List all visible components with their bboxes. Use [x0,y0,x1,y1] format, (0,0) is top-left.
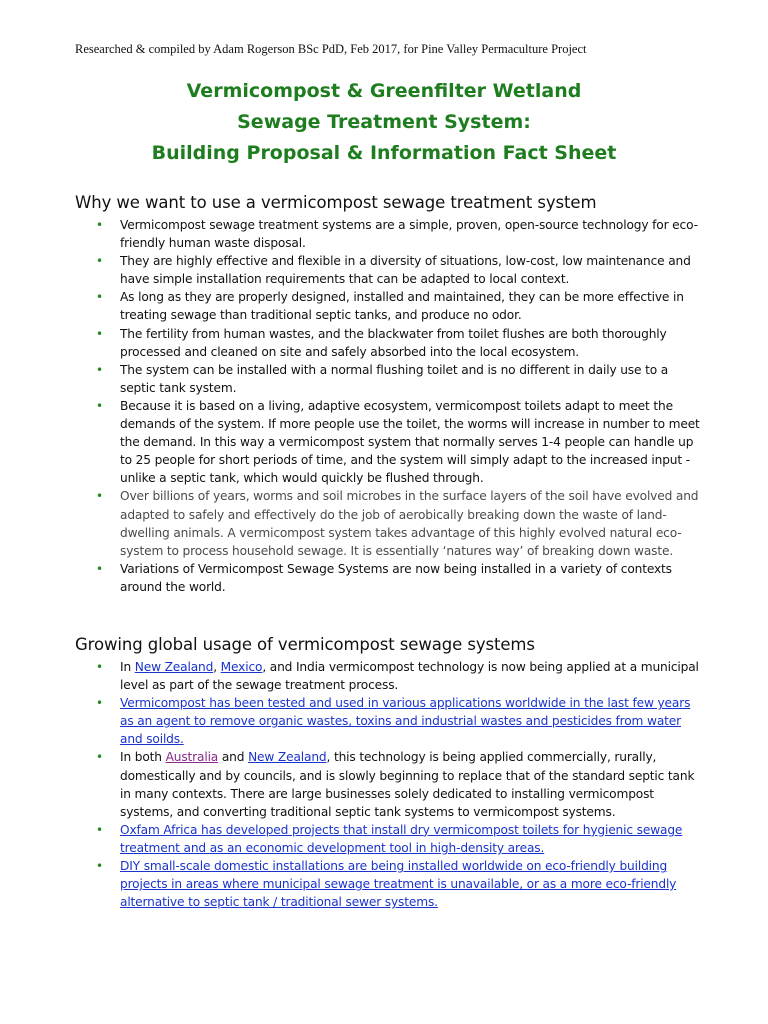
list-item [0,325,700,361]
list-item [0,821,700,857]
list-item-text-pre: In both [120,750,166,765]
bullet-icon: • [96,290,103,305]
title-line-1: Vermicompost & Greenfilter Wetland [186,80,582,102]
list-item [0,216,700,252]
link-new-zealand[interactable]: New Zealand [134,660,214,674]
list-item-text: Variations of Vermicompost Sewage Systems are now being installed in a variety of contexts around the world. [120,561,672,594]
list-item-text-post: , this technology is being applied commercially, rurally, domestically and by councils, and is slowly beginning to replace that of the standard septic tank in many contexts. There are large businesses solely dedicated to installing vermicompost systems, and converting traditional septic tank systems to vermicompost systems. [120,750,695,819]
bullet-icon: • [96,254,103,269]
list-item-text: Over billions of years, worms and soil microbes in the surface layers of the soil have evolved and adapted to safely and effectively do the job of aerobically breaking down the waste of land-dwelling animals. A vermicompost system takes advantage of this highly evolved natural eco-system to process household sewage. It is essentially ‘natures way’ of breaking down waste. [120,489,699,558]
bullet-icon: • [96,561,103,576]
list-item-text: Because it is based on a living, adaptive ecosystem, vermicompost toilets adapt to meet the demands of the system. If more people use the toilet, the worms will increase in number to meet the demand. In this way a vermicompost system that normally serves 1-4 people can handle up to 25 people for short periods of time, and the system will simply adapt to the increased input - unlike a septic tank, which would quickly be flushed through. [120,398,700,486]
link-mexico[interactable]: Mexico [220,660,263,674]
list-item [0,694,700,748]
link-australia[interactable]: Australia [165,750,219,765]
list-item-text: Vermicompost sewage treatment systems are a simple, proven, open-source technology for eco-friendly human waste disposal. [120,218,698,251]
list-item [0,361,700,397]
list-item-text: They are highly effective and flexible in a diversity of situations, low-cost, low maintenance and have simple installation requirements that can be adapted to local context. [120,254,691,287]
list-item-text: As long as they are properly designed, installed and maintained, they can be more effective in treating sewage than traditional septic tanks, and produce no odor. [120,290,684,323]
link-diy-installations[interactable]: DIY small-scale domestic installations are being installed worldwide on eco-friendly building projects in areas where municipal sewage treatment is unavailable, or as a more eco-friendly alternative to septic tank / traditional sewer systems. [120,859,677,910]
list-item-text-sep: , [213,660,221,674]
title-line-3: Building Proposal & Information Fact Sheet [151,142,617,164]
bullet-icon: • [96,362,103,377]
list-item-text: The system can be installed with a normal flushing toilet and is no different in daily use to a septic tank system. [120,362,669,395]
list-item [0,857,700,911]
title-line-2: Sewage Treatment System: [237,111,531,133]
document-title [0,76,768,169]
list-item [0,397,700,487]
link-new-zealand-2[interactable]: New Zealand [248,750,327,765]
section-heading-global-usage: Growing global usage of vermicompost sewage systems [75,635,535,654]
bullet-icon: • [96,822,103,837]
bullet-icon: • [96,398,103,413]
bullet-icon: • [96,696,103,711]
list-item [0,658,700,694]
global-usage-bullet-list [0,658,768,911]
bullet-icon: • [96,326,103,341]
bullet-icon: • [96,489,103,504]
bullet-icon: • [96,660,103,674]
list-item-text: The fertility from human wastes, and the blackwater from toilet flushes are both thoroughly processed and cleaned on site and safely absorbed into the local ecosystem. [120,326,667,359]
byline: Researched & compiled by Adam Rogerson BSc PdD, Feb 2017, for Pine Valley Permaculture Project [75,42,587,56]
list-item [0,748,700,820]
link-oxfam-africa[interactable]: Oxfam Africa has developed projects that install dry vermicompost toilets for hygienic sewage treatment and as an economic development tool in high-density areas. [120,822,683,855]
why-bullet-list [0,216,768,596]
list-item [0,288,700,324]
list-item-text-pre: In [120,660,135,674]
list-item [0,487,700,559]
bullet-icon: • [96,859,103,874]
list-item [0,560,700,596]
bullet-icon: • [96,750,103,765]
link-vermicompost-applications[interactable]: Vermicompost has been tested and used in various applications worldwide in the last few years as an agent to remove organic wastes, toxins and industrial wastes and pesticides from water and soilds. [120,696,691,747]
bullet-icon: • [96,218,103,232]
list-item-text-mid: and [218,750,249,765]
section-heading-why: Why we want to use a vermicompost sewage treatment system [75,193,597,212]
list-item [0,252,700,288]
list-item-text-post: , and India vermicompost technology is now being applied at a municipal level as part of the sewage treatment process. [120,660,699,693]
